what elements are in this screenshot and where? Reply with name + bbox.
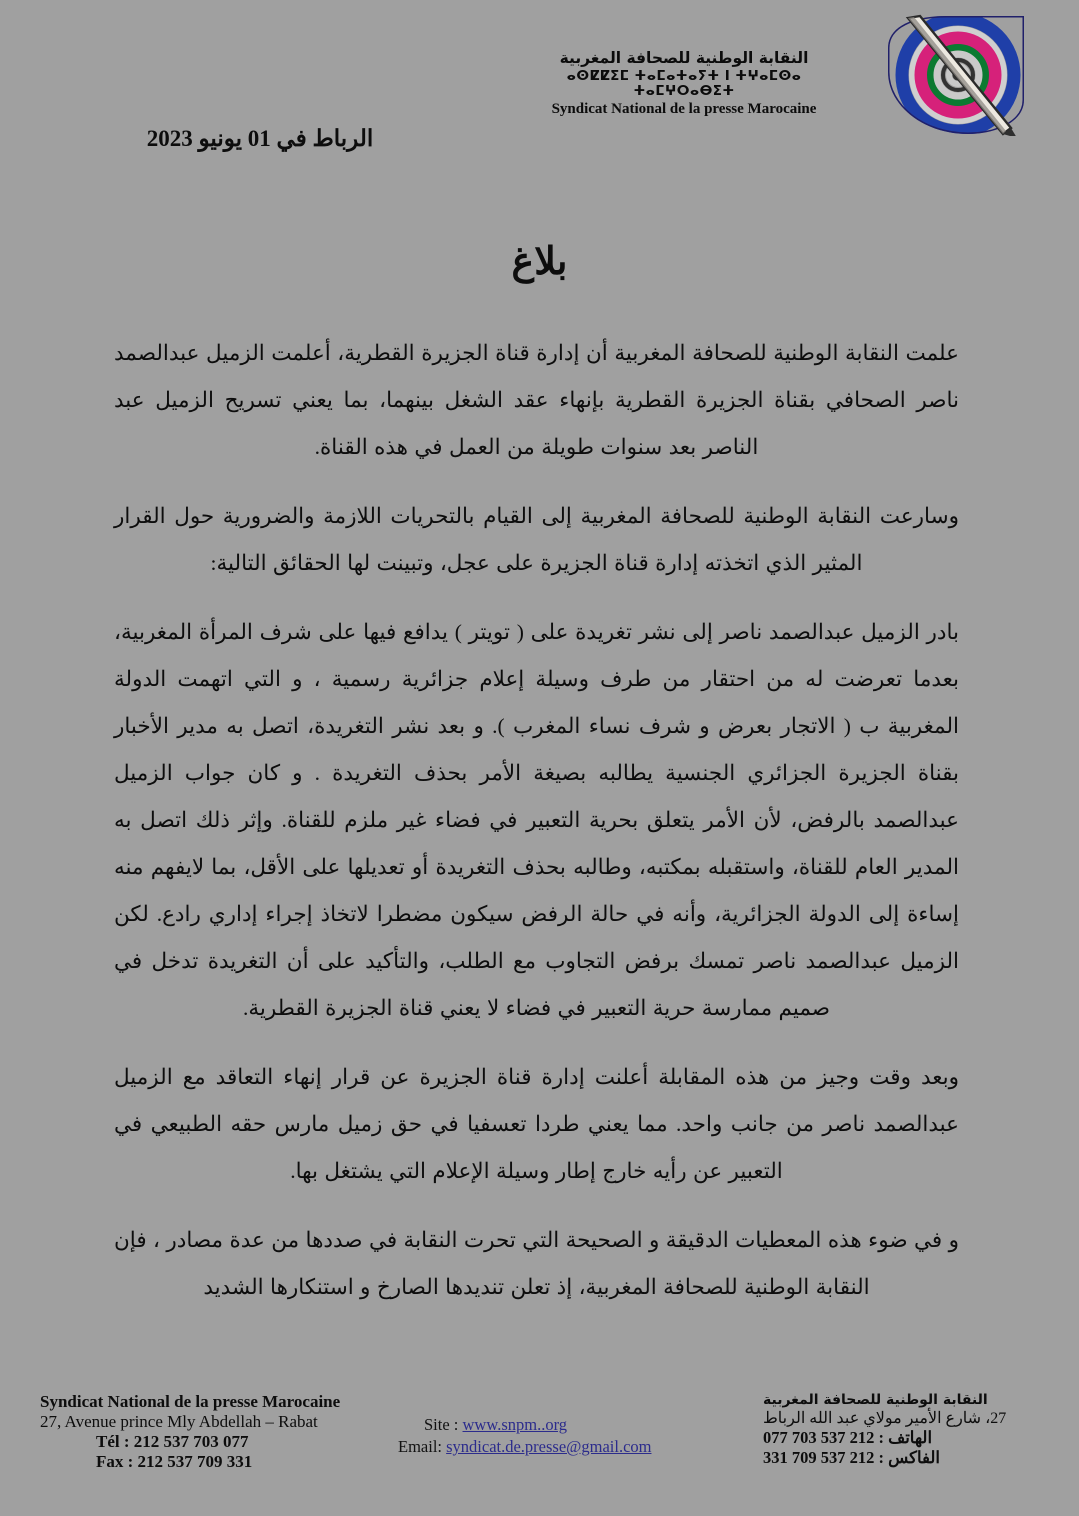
footer-email-row xyxy=(398,1436,698,1458)
paragraph: وبعد وقت وجيز من هذه المقابلة أعلنت إدارة قناة الجزيرة عن قرار إنهاء التعاقد مع الزميل عبدالصمد ناصر من جانب واحد. مما يعني طردا تعسفيا في حق زميل مارس حقه الطبيعي في التعبير عن رأيه خارج إطار وسيلة الإعلام التي يشتغل بها. xyxy=(114,1065,959,1183)
footer-site-row xyxy=(398,1414,698,1436)
email-link[interactable]: syndicat.de.presse@gmail.com xyxy=(446,1436,652,1456)
letterhead xyxy=(0,8,1079,134)
paragraph: علمت النقابة الوطنية للصحافة المغربية أن إدارة قناة الجزيرة القطرية، أعلمت الزميل عبدالصمد ناصر الصحافي بقناة الجزيرة القطرية بإنهاء عقد الشغل بينهما، بما يعني تسريح الزميل عبد الناصر بعد سنوات طويلة من العمل في هذه القناة. xyxy=(114,341,959,459)
paragraph: بادر الزميل عبدالصمد ناصر إلى نشر تغريدة على ( تويتر ) يدافع فيها على شرف المرأة المغربية، بعدما تعرضت له من احتقار من طرف وسيلة إعلام جزائرية رسمية ، و التي اتهمت الدولة المغربية ب ( الاتجار بعرض و شرف نساء المغرب ). و بعد نشر التغريدة، اتصل به مدير الأخبار بقناة الجزيرة الجزائري الجنسية يطالبه بصيغة الأمر بحذف التغريدة . و كان جواب الزميل عبدالصمد بالرفض، لأن الأمر يتعلق بحرية التعبير في فضاء غير ملزم للقناة. وإثر ذلك اتصل به المدير العام للقناة، واستقبله بمكتبه، وطالبه بحذف التغريدة أو تعديلها على الأقل، بما لايفهم منه إساءة إلى الدولة الجزائرية، وأنه في حالة الرفض سيكون مضطرا لاتخاذ إجراء إداري رادع. لكن الزميل عبدالصمد ناصر تمسك برفض التجاوب مع الطلب، والتأكيد على أن التغريدة تدخل في صميم ممارسة حرية التعبير في فضاء لا يعني قناة الجزيرة القطرية. xyxy=(114,620,959,1020)
document-title: بلاغ xyxy=(511,241,568,284)
website-link[interactable]: www.snpm..org xyxy=(462,1415,568,1434)
paragraph: و في ضوء هذه المعطيات الدقيقة و الصحيحة التي تحرت النقابة في صددها من عدة مصادر ، فإن النقابة الوطنية للصحافة المغربية، إذ تعلن تنديدها الصارخ و استنكارها الشديد xyxy=(114,1228,959,1299)
footer-org-arabic: النقابة الوطنية للصحافة المغربية xyxy=(763,1392,988,1408)
footer-fax-french: Fax : 212 537 709 331 xyxy=(96,1452,253,1472)
email-label: Email: xyxy=(398,1436,442,1456)
footer-fax-arabic: الفاكس : 212 537 709 331 xyxy=(763,1447,940,1467)
snpm-logo-icon xyxy=(872,14,1052,136)
footer-web-contacts xyxy=(398,1414,698,1458)
footer-contact-french xyxy=(40,1392,380,1472)
footer-org-french: Syndicat National de la presse Marocaine xyxy=(40,1392,341,1411)
footer xyxy=(0,1392,1079,1492)
org-name-tifinagh: ⴰⵙⵇⵇⵉⵎ ⵜⴰⵎⴰⵜⴰⵢⵜ ⵏ ⵜⵖⴰⵎⵙⴰ ⵜⴰⵎⵖⵔⴰⴱⵉⵜ xyxy=(566,68,802,100)
footer-address-french: 27, Avenue prince Mly Abdellah – Rabat xyxy=(40,1412,318,1432)
dateline: الرباط في 01 يونيو 2023 xyxy=(146,126,374,151)
document-body xyxy=(114,330,959,1311)
footer-tel-arabic: الهاتف : 212 537 703 077 xyxy=(763,1427,933,1447)
footer-contact-arabic xyxy=(763,1392,1063,1468)
paragraph: وسارعت النقابة الوطنية للصحافة المغربية إلى القيام بالتحريات اللازمة والضرورية حول القرار المثير الذي اتخذته إدارة قناة الجزيرة على عجل، وتبينت لها الحقائق التالية: xyxy=(114,504,959,575)
organization-name-block xyxy=(524,50,844,117)
footer-address-arabic: 27، شارع الأمير مولاي عبد الله الرباط xyxy=(763,1409,1007,1427)
site-label: Site : xyxy=(424,1415,459,1434)
footer-tel-french: Tél : 212 537 703 077 xyxy=(96,1432,249,1452)
org-name-arabic: النقابة الوطنية للصحافة المغربية xyxy=(559,49,809,67)
org-name-french: Syndicat National de la presse Marocaine xyxy=(551,100,817,117)
